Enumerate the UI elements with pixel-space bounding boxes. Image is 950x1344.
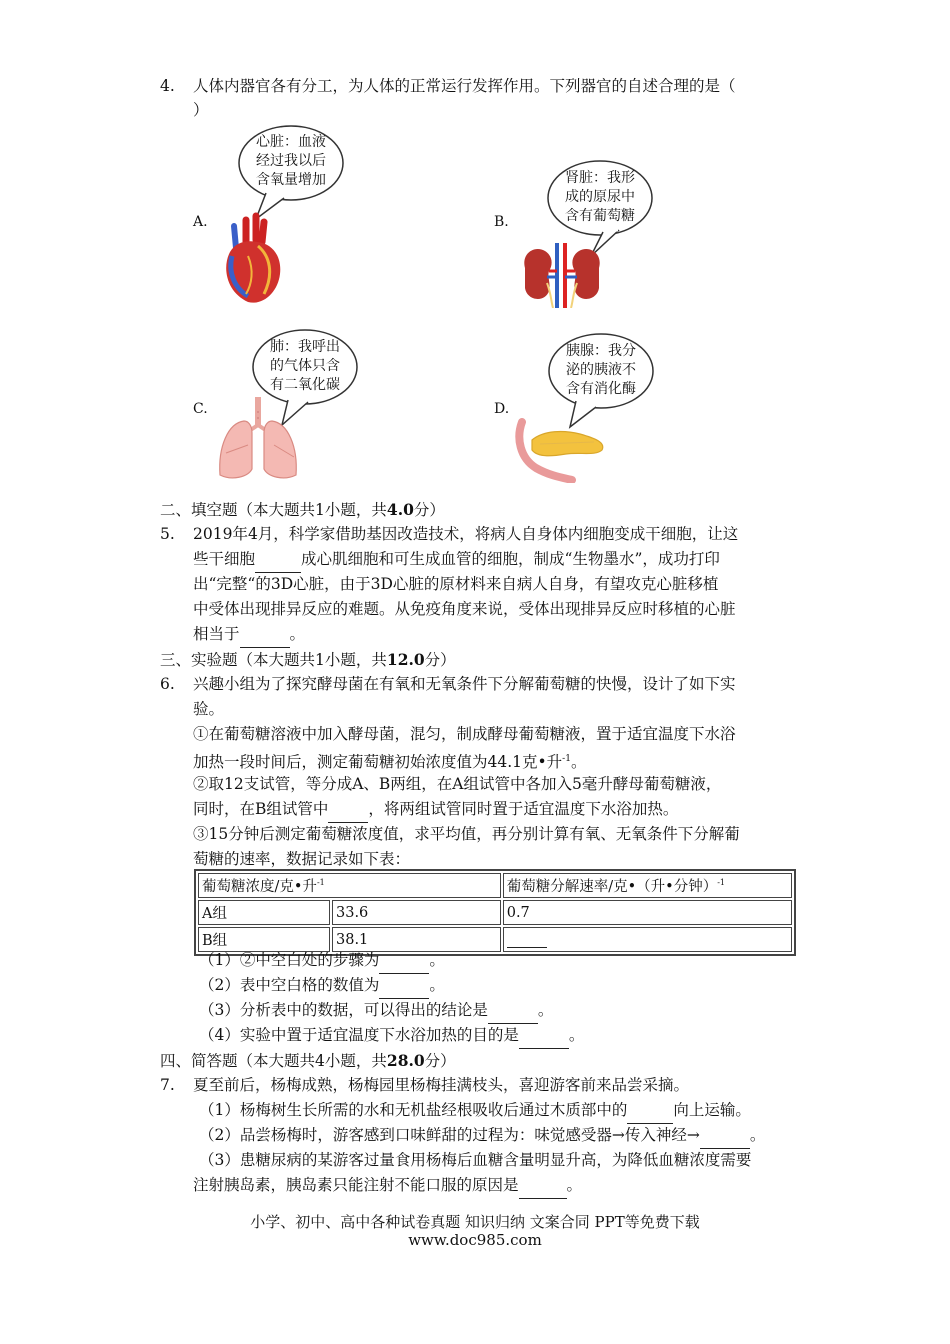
q5-line-4: 中受体出现排异反应的难题。从免疫角度来说，受体出现排异反应时移植的心脏 bbox=[193, 600, 736, 618]
q6-step-3a: ③15分钟后测定葡萄糖浓度值，求平均值，再分别计算有氧、无氧条件下分解葡 bbox=[193, 825, 740, 843]
q5-line-5: 相当于 。 bbox=[193, 622, 305, 648]
q6-sub4-blank[interactable] bbox=[519, 1023, 569, 1049]
q6-step-3b: 萄糖的速率，数据记录如下表： bbox=[193, 850, 411, 868]
bubble-text-b: 肾脏：我形 成的原尿中 含有葡萄糖 bbox=[565, 170, 635, 224]
table-cell-concentration: 38.1 bbox=[332, 927, 501, 952]
bubble-text-d: 胰腺：我分 泌的胰液不 含有消化酶 bbox=[566, 343, 636, 397]
table-header-concentration: 葡萄糖浓度/克•升$^{-1}$ bbox=[198, 873, 501, 898]
section-2-heading: 二、填空题（本大题共1小题，共4.0分） bbox=[160, 500, 445, 519]
q6-step-2a: ②取12支试管，等分成A、B两组，在A组试管中各加入5毫升酵母葡萄糖液， bbox=[193, 775, 722, 793]
table-cell-rate: 0.7 bbox=[503, 900, 792, 925]
q6-sub2-blank[interactable] bbox=[379, 973, 429, 999]
q7-sub3-blank[interactable] bbox=[519, 1173, 567, 1199]
q5-blank-2[interactable] bbox=[240, 622, 290, 648]
q6-sub-4: （4）实验中置于适宜温度下水浴加热的目的是 。 bbox=[199, 1023, 584, 1049]
option-b-label: B. bbox=[494, 214, 509, 230]
q7-number: 7. bbox=[160, 1076, 175, 1094]
table-cell-rate-blank[interactable] bbox=[503, 927, 792, 952]
q6-step-1a: ①在葡萄糖溶液中加入酵母菌，混匀，制成酵母葡萄糖液，置于适宜温度下水浴 bbox=[193, 725, 736, 743]
q5-number: 5. bbox=[160, 525, 175, 543]
q6-sub-3: （3）分析表中的数据，可以得出的结论是 。 bbox=[199, 998, 553, 1024]
q6-sub-2: （2）表中空白格的数值为 。 bbox=[199, 973, 445, 999]
q5-blank-1[interactable] bbox=[255, 547, 301, 573]
q7-sub-3b: 注射胰岛素，胰岛素只能注射不能口服的原因是 。 bbox=[193, 1173, 582, 1199]
q7-sub-3a: （3）患糖尿病的某游客过量食用杨梅后血糖含量明显升高，为降低血糖浓度需要 bbox=[199, 1151, 752, 1169]
table-header-rate: 葡萄糖分解速率/克•（升•分钟）$^{-1}$ bbox=[503, 873, 792, 898]
q5-line-1: 2019年4月，科学家借助基因改造技术，将病人自身体内细胞变成干细胞，让这 bbox=[193, 525, 739, 543]
table-row bbox=[198, 900, 792, 925]
lung-image bbox=[214, 397, 304, 482]
q6-step-1b: 加热一段时间后，测定葡萄糖初始浓度值为44.1克•升$^{-1}$。 bbox=[193, 753, 587, 772]
section-3-heading: 三、实验题（本大题共1小题，共12.0分） bbox=[160, 650, 456, 669]
q7-sub-1: （1）杨梅树生长所需的水和无机盐经根吸收后通过木质部中的 向上运输。 bbox=[199, 1098, 751, 1124]
q6-sub3-blank[interactable] bbox=[488, 998, 538, 1024]
option-d-label: D. bbox=[494, 401, 510, 417]
table-cell-group: B组 bbox=[198, 927, 330, 952]
table-header-row bbox=[198, 873, 792, 898]
table-cell-concentration: 33.6 bbox=[332, 900, 501, 925]
q6-step-2b: 同时，在B组试管中 ，将两组试管同时置于适宜温度下水浴加热。 bbox=[193, 797, 678, 823]
heart-image bbox=[218, 212, 288, 307]
q6-data-table bbox=[194, 869, 796, 956]
q6-step2-blank[interactable] bbox=[328, 797, 368, 823]
q4-number: 4. bbox=[160, 77, 175, 95]
q6-number: 6. bbox=[160, 675, 175, 693]
bubble-text-c: 肺：我呼出 的气体只含 有二氧化碳 bbox=[270, 339, 340, 393]
q6-sub1-blank[interactable] bbox=[379, 948, 429, 974]
q4-stem-end: ） bbox=[193, 101, 209, 119]
q5-line-2: 些干细胞 成心肌细胞和可生成血管的细胞，制成“生物墨水”，成功打印 bbox=[193, 547, 720, 573]
table-cell-group: A组 bbox=[198, 900, 330, 925]
footer-url[interactable]: www.doc985.com bbox=[408, 1231, 542, 1249]
q7-sub-2: （2）品尝杨梅时，游客感到口味鲜甜的过程为：味觉感受器→传入神经→ 。 bbox=[199, 1123, 765, 1149]
bubble-text-a: 心脏：血液 经过我以后 含氧量增加 bbox=[256, 134, 326, 188]
kidney-image bbox=[517, 243, 607, 308]
q6-intro-2: 验。 bbox=[193, 700, 225, 718]
q7-intro: 夏至前后，杨梅成熟，杨梅园里杨梅挂满枝头，喜迎游客前来品尝采摘。 bbox=[193, 1076, 690, 1094]
q7-sub2-blank[interactable] bbox=[700, 1123, 750, 1149]
q6-intro-1: 兴趣小组为了探究酵母菌在有氧和无氧条件下分解葡萄糖的快慢，设计了如下实 bbox=[193, 675, 736, 693]
option-c-label: C. bbox=[193, 401, 208, 417]
q6-sub-1: （1）②中空白处的步骤为 。 bbox=[199, 948, 445, 974]
q5-line-3: 出“完整“的3D心脏，由于3D心脏的原材料来自病人自身，有望攻克心脏移植 bbox=[193, 575, 719, 593]
option-a-label: A. bbox=[193, 214, 208, 230]
footer-line-1: 小学、初中、高中各种试卷真题 知识归纳 文案合同 PPT等免费下载 bbox=[250, 1213, 700, 1231]
section-4-heading: 四、简答题（本大题共4小题，共28.0分） bbox=[160, 1051, 456, 1070]
q4-stem: 人体内器官各有分工，为人体的正常运行发挥作用。下列器官的自述合理的是（ bbox=[193, 77, 736, 95]
q7-sub1-blank[interactable] bbox=[627, 1098, 673, 1124]
pancreas-image bbox=[514, 418, 609, 483]
